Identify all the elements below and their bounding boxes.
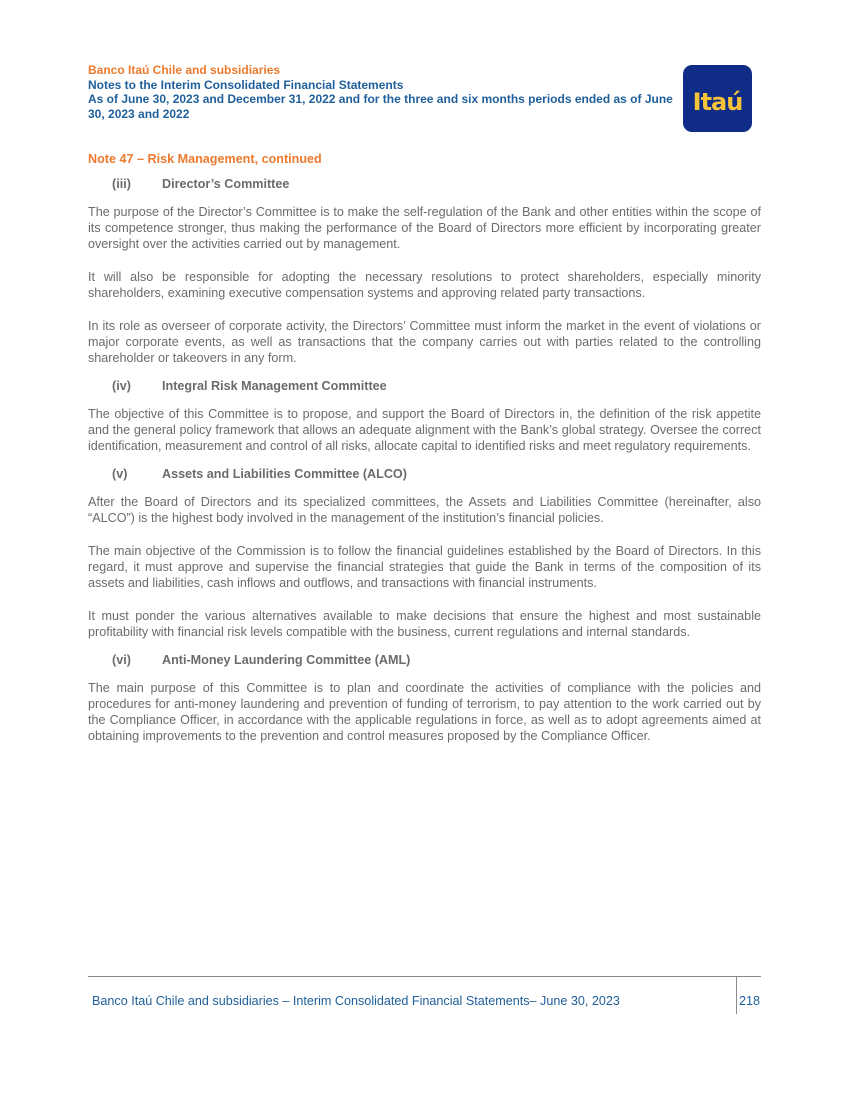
paragraph: The main purpose of this Committee is to plan and coordinate the activities of compliance with the policies and procedures for anti-money laundering and prevention of funding of terrorism, to pay attention to the work carried out by the Compliance Officer, in accordance with the applicable regulations in force, as well as to adopt agreements aimed at obtaining improvements to the prevention and control measures proposed by the Compliance Officer.	[88, 681, 761, 743]
page-content	[88, 151, 761, 761]
paragraph: The objective of this Committee is to propose, and support the Board of Directors in, the definition of the risk appetite and the general policy framework that allows an adequate alignment with the Bank’s global strategy. Oversee the correct identification, measurement and control of all risks, allocate capital to identified risks and meet regulatory requirements.	[88, 407, 761, 453]
paragraph: In its role as overseer of corporate activity, the Directors’ Committee must inform the market in the event of violations or major corporate events, as well as transactions that the company carries out with parties related to the controlling shareholder or takeovers in any form.	[88, 319, 761, 365]
section-heading	[88, 466, 761, 482]
page-number: 218	[739, 994, 761, 1008]
section-heading	[88, 176, 761, 192]
section-title: Integral Risk Management Committee	[162, 379, 387, 393]
itau-logo	[683, 65, 752, 132]
paragraph: The purpose of the Director’s Committee is to make the self-regulation of the Bank and other entities within the scope of its competence stronger, thus making the performance of the Board of Directors more efficient by incorporating greater oversight over the activities carried out by management.	[88, 205, 761, 251]
note-title: Note 47 – Risk Management, continued	[88, 152, 322, 166]
footer-page-divider	[736, 976, 737, 1014]
company-name: Banco Itaú Chile and subsidiaries	[88, 63, 281, 77]
section-title: Anti-Money Laundering Committee (AML)	[162, 653, 411, 667]
section-heading	[88, 652, 761, 668]
header-subtitle: Notes to the Interim Consolidated Financial Statements	[88, 77, 404, 92]
paragraph: It must ponder the various alternatives available to make decisions that ensure the highest and most sustainable profitability with financial risk levels compatible with the business, current regulations and internal standards.	[88, 609, 761, 639]
header-period: As of June 30, 2023 and December 31, 2022 and for the three and six months periods ended as of June 30, 2023 and 2022	[88, 92, 673, 121]
paragraph: It will also be responsible for adopting the necessary resolutions to protect shareholders, especially minority shareholders, examining executive compensation systems and approving related party transactions.	[88, 270, 761, 300]
section-title: Assets and Liabilities Committee (ALCO)	[162, 467, 407, 481]
section-number: (iv)	[112, 379, 131, 393]
paragraph: After the Board of Directors and its specialized committees, the Assets and Liabilities Committee (hereinafter, also “ALCO”) is the highest body involved in the management of the institution’s financial policies.	[88, 495, 761, 525]
paragraph: The main objective of the Commission is to follow the financial guidelines established by the Board of Directors. In this regard, it must approve and supervise the financial strategies that guide the Bank in terms of the composition of its assets and liabilities, cash inflows and outflows, and transactions with financial instruments.	[88, 544, 761, 590]
footer-text: Banco Itaú Chile and subsidiaries – Interim Consolidated Financial Statements– June 30, 2023	[92, 994, 620, 1008]
document-header	[88, 63, 678, 121]
section-number: (vi)	[112, 653, 131, 667]
footer-divider	[88, 976, 761, 977]
section-heading	[88, 378, 761, 394]
section-number: (v)	[112, 467, 128, 481]
section-title: Director’s Committee	[162, 177, 290, 191]
section-number: (iii)	[112, 177, 131, 191]
logo-text: Itaú	[692, 87, 743, 116]
